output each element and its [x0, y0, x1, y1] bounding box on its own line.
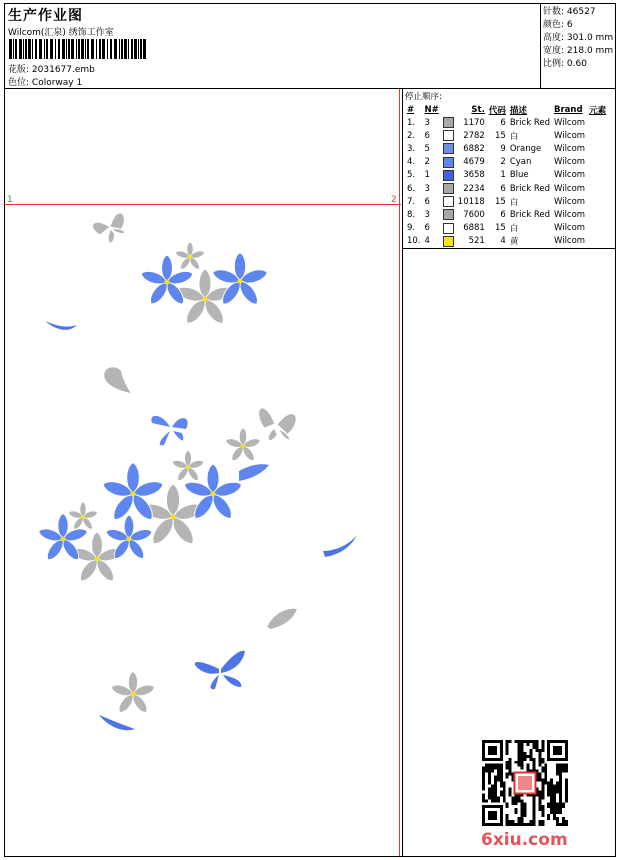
cell-desc: Cyan	[509, 157, 532, 168]
table-row	[405, 169, 608, 182]
color-swatch	[443, 157, 454, 168]
cell-element	[587, 169, 608, 182]
column-header	[441, 103, 456, 116]
cell-n: 5	[424, 143, 430, 154]
cell-element	[587, 142, 608, 155]
color-swatch-cell	[441, 208, 456, 221]
sheet-header	[5, 4, 541, 89]
cell-n: 3	[424, 183, 430, 194]
cell-desc: Blue	[509, 170, 529, 181]
stat-width: 宽度: 218.0 mm	[543, 46, 614, 56]
cell-n: 3	[424, 117, 430, 128]
color-swatch-cell	[441, 156, 456, 169]
color-swatch	[443, 236, 454, 247]
cell-st: 10118	[457, 196, 485, 207]
cell-idx: 6.	[407, 183, 416, 194]
cell-n: 6	[424, 223, 430, 234]
cell-st: 2782	[463, 130, 485, 141]
column-header: 代码	[488, 105, 506, 116]
cell-brand: Wilcom	[553, 130, 586, 141]
cell-desc: Brick Red	[509, 209, 550, 220]
table-row	[405, 182, 608, 195]
cell-element	[587, 182, 608, 195]
color-swatch-cell	[441, 235, 456, 248]
stat-colors: 颜色: 6	[543, 20, 573, 30]
color-swatch	[443, 170, 454, 181]
qr-code	[482, 740, 568, 826]
cell-idx: 4.	[407, 157, 416, 168]
butterfly-gray-2	[254, 407, 297, 444]
column-header: #	[407, 104, 415, 115]
cell-n: 3	[424, 209, 430, 220]
site-watermark: 6xiu.com	[481, 830, 568, 850]
cell-idx: 7.	[407, 196, 416, 207]
cell-idx: 1.	[407, 117, 416, 128]
stop-sequence-title: 停止顺序:	[405, 92, 442, 102]
center-line-horizontal	[5, 204, 401, 205]
cell-brand: Wilcom	[553, 209, 586, 220]
stop-sequence-table	[405, 103, 608, 248]
cell-idx: 8.	[407, 209, 416, 220]
column-header: Brand	[553, 104, 583, 115]
stat-height: 高度: 301.0 mm	[543, 33, 614, 43]
cell-desc: Orange	[509, 143, 542, 154]
color-swatch	[443, 196, 454, 207]
stop-sequence-panel	[403, 89, 615, 249]
cell-idx: 5.	[407, 170, 416, 181]
color-swatch-cell	[441, 142, 456, 155]
cell-code: 15	[495, 196, 506, 207]
design-stats	[541, 4, 615, 89]
cell-brand: Wilcom	[553, 183, 586, 194]
cell-code: 6	[500, 117, 506, 128]
design-file-row	[8, 62, 95, 75]
petal-gray-2	[267, 609, 297, 629]
color-swatch-cell	[441, 116, 456, 129]
cell-idx: 2.	[407, 130, 416, 141]
cell-brand: Wilcom	[553, 143, 586, 154]
table-header-row	[405, 103, 608, 116]
cell-element	[587, 208, 608, 221]
cell-code: 6	[500, 209, 506, 220]
cell-code: 1	[500, 170, 506, 181]
cell-n: 2	[424, 157, 430, 168]
cell-element	[587, 129, 608, 142]
table-row	[405, 222, 608, 235]
cell-brand: Wilcom	[553, 223, 586, 234]
cell-st: 6882	[463, 143, 485, 154]
table-row	[405, 235, 608, 248]
cell-n: 1	[424, 170, 430, 181]
cell-st: 2234	[463, 183, 485, 194]
table-row	[405, 129, 608, 142]
column-header: N#	[424, 104, 439, 115]
table-row	[405, 142, 608, 155]
color-swatch	[443, 209, 454, 220]
cell-st: 7600	[463, 209, 485, 220]
center-line-vertical	[399, 89, 400, 856]
origin-mark-1: 1	[7, 195, 13, 205]
cell-st: 3658	[463, 170, 485, 181]
cell-st: 4679	[463, 157, 485, 168]
cell-brand: Wilcom	[553, 236, 586, 247]
table-row	[405, 208, 608, 221]
petal-gray-1	[104, 367, 131, 393]
cell-brand: Wilcom	[553, 170, 586, 181]
cell-code: 15	[495, 223, 506, 234]
colorway-row	[8, 75, 82, 88]
cell-brand: Wilcom	[553, 196, 586, 207]
design-file-name: 2031677.emb	[31, 65, 95, 75]
stat-scale: 比例: 0.60	[543, 59, 587, 69]
production-sheet	[4, 3, 616, 857]
cell-element	[587, 156, 608, 169]
color-swatch-cell	[441, 222, 456, 235]
petal-blue-2	[239, 464, 269, 481]
cell-n: 6	[424, 196, 430, 207]
butterfly-gray-1	[91, 212, 131, 247]
cell-code: 6	[500, 183, 506, 194]
sheet-title: 生产作业图	[8, 8, 83, 24]
cell-brand: Wilcom	[553, 157, 586, 168]
cell-code: 9	[500, 143, 506, 154]
company-name: Wilcom(汇泉) 绣饰工作室	[8, 28, 114, 38]
table-row	[405, 195, 608, 208]
butterfly-blue-1	[151, 416, 187, 445]
colorway-name: Colorway 1	[31, 78, 83, 88]
table-row	[405, 156, 608, 169]
cell-st: 6881	[463, 223, 485, 234]
stat-stitches: 针数: 46527	[543, 7, 596, 17]
petal-blue-3	[323, 535, 357, 557]
barcode	[9, 39, 149, 59]
color-swatch	[443, 223, 454, 234]
design-file-label: 花版:	[8, 65, 30, 75]
cell-desc: 黄	[509, 237, 519, 248]
color-swatch-cell	[441, 195, 456, 208]
cell-element	[587, 222, 608, 235]
cell-desc: Brick Red	[509, 117, 550, 128]
cell-desc: 白	[509, 131, 519, 142]
cell-idx: 9.	[407, 223, 416, 234]
cell-n: 6	[424, 130, 430, 141]
color-swatch	[443, 143, 454, 154]
stop-sequence-rows	[405, 116, 608, 248]
cell-code: 2	[500, 157, 506, 168]
cell-element	[587, 116, 608, 129]
cell-code: 4	[500, 236, 506, 247]
cell-idx: 10.	[407, 236, 421, 247]
column-header: 描述	[509, 105, 527, 116]
column-header: 元素	[589, 105, 607, 116]
cell-desc: 白	[509, 197, 519, 208]
petal-blue-1	[45, 321, 77, 330]
color-swatch	[443, 130, 454, 141]
cell-st: 1170	[463, 117, 485, 128]
cell-idx: 3.	[407, 143, 416, 154]
cell-desc: Brick Red	[509, 183, 550, 194]
column-header: St.	[471, 104, 485, 115]
butterfly-blue-2	[195, 651, 245, 690]
cell-st: 521	[468, 236, 485, 247]
color-swatch	[443, 183, 454, 194]
cell-n: 4	[424, 236, 430, 247]
cell-brand: Wilcom	[553, 117, 586, 128]
flower-cluster-top	[140, 242, 269, 327]
origin-mark-2: 2	[391, 195, 397, 205]
flower-cluster-middle	[37, 428, 261, 584]
color-swatch-cell	[441, 169, 456, 182]
cell-element	[587, 235, 608, 248]
cell-desc: 白	[509, 224, 519, 235]
cell-code: 15	[495, 130, 506, 141]
color-swatch-cell	[441, 182, 456, 195]
color-swatch	[443, 117, 454, 128]
cell-element	[587, 195, 608, 208]
petal-blue-4	[99, 715, 135, 730]
table-row	[405, 116, 608, 129]
color-swatch-cell	[441, 129, 456, 142]
colorway-label: 色位:	[8, 78, 30, 88]
